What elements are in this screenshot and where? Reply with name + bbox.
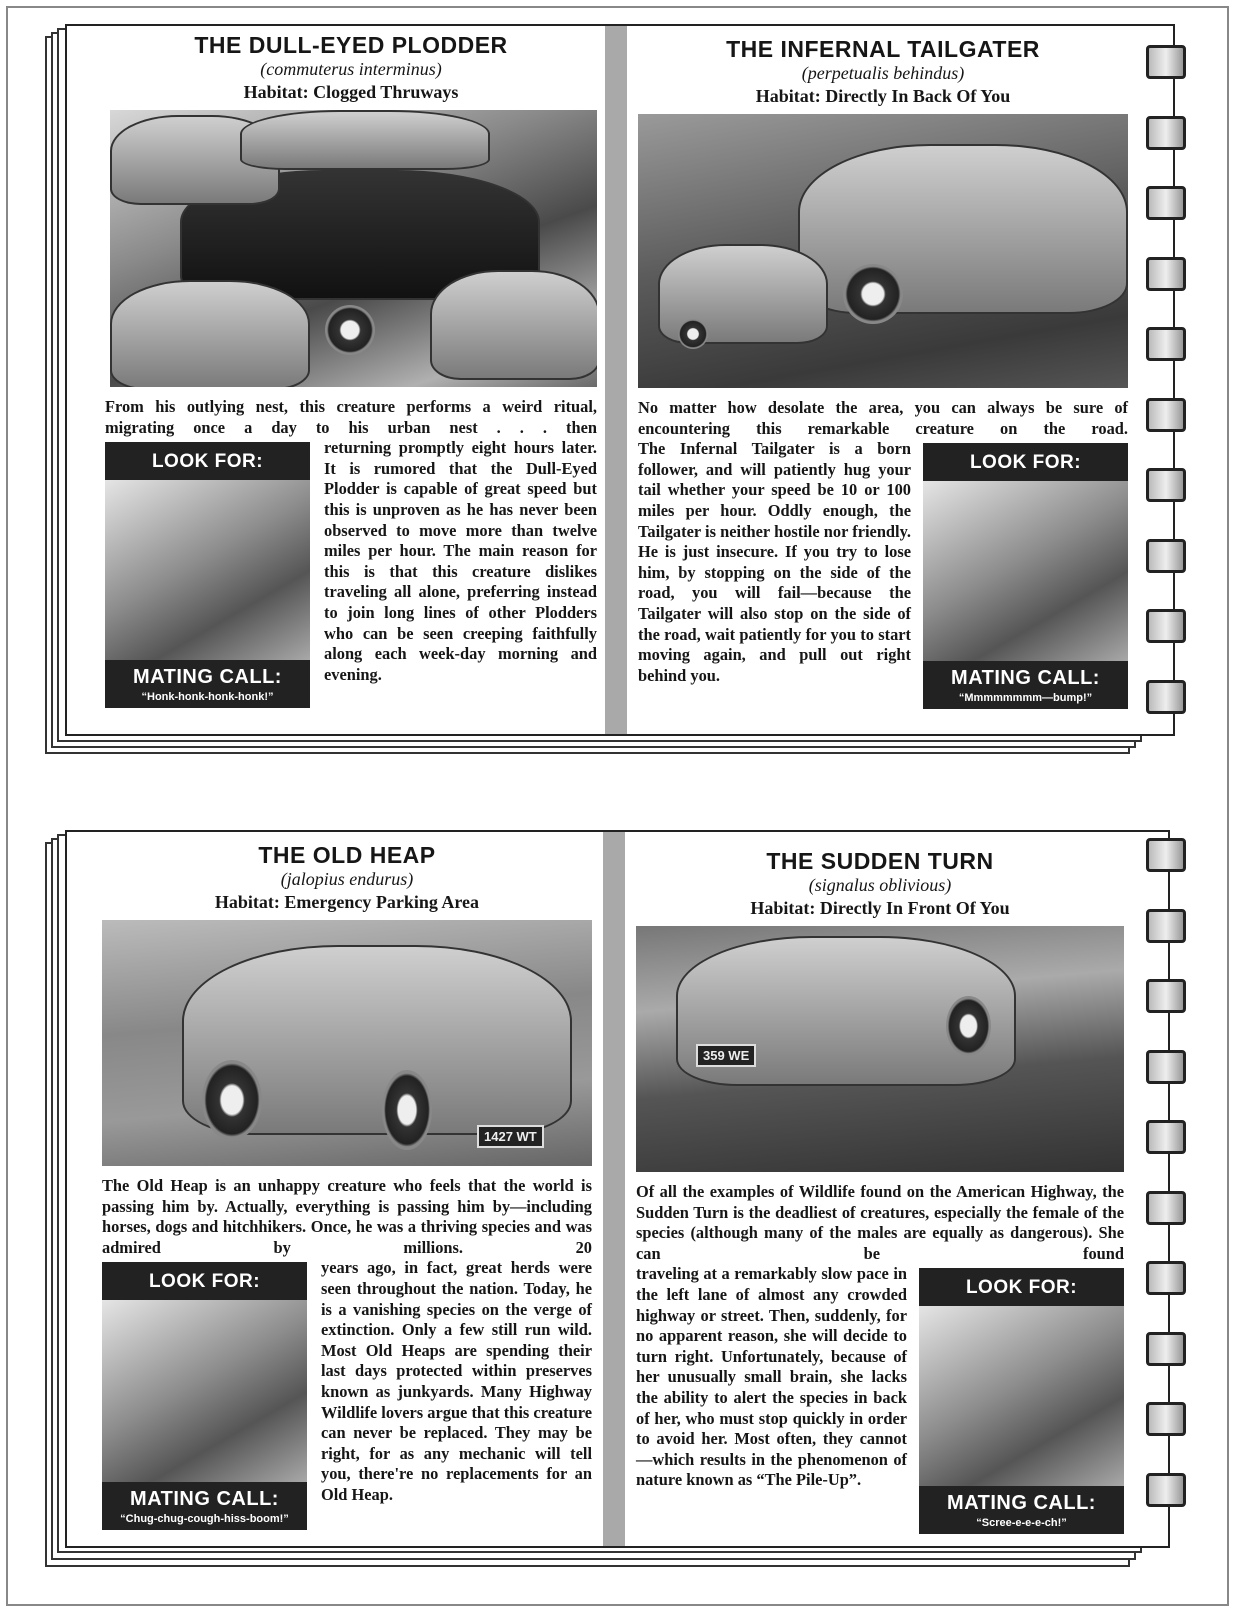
article-old-heap (102, 842, 592, 1530)
spiral-binding-ring-icon (1146, 1332, 1186, 1366)
turning-car-illustration (636, 926, 1124, 1172)
article-title: THE DULL-EYED PLODDER (194, 32, 508, 58)
article-title: THE INFERNAL TAILGATER (726, 36, 1040, 62)
article-body: The Infernal Tailgater is a born follower, and will patiently hug your tail whether your speed be 10 or 100 miles per hour. Oddly enough, the Tailgater is neither hostile nor friendly. He is just insecure. If you try to lose him, by stopping on the side of the road, you will fail—because the Tailgater will also stop on the side of the road, wait patiently for you to start moving again, and pull out right behind you. (638, 439, 911, 685)
look-for-label: LOOK FOR: (965, 1277, 1078, 1299)
spiral-binding-ring-icon (1146, 1402, 1186, 1436)
mating-call: “Mmmmmmmm—bump!” (958, 692, 1093, 705)
license-plate: 359 WE (696, 1044, 756, 1067)
mating-call: “Honk-honk-honk-honk!” (141, 691, 274, 704)
mating-call-label: MATING CALL: (947, 1492, 1096, 1515)
spiral-binding-ring-icon (1146, 979, 1186, 1013)
latin-name: (commuterus interminus) (260, 59, 442, 79)
steaming-radiator-image (105, 480, 310, 660)
habitat: Habitat: Directly In Back Of You (755, 86, 1011, 106)
angry-grille-image (923, 481, 1128, 661)
mating-call-label: MATING CALL: (133, 666, 282, 689)
license-plate: 1427 WT (477, 1125, 544, 1148)
look-for-label: LOOK FOR: (151, 451, 264, 473)
mating-call: “Chug-chug-cough-hiss-boom!” (120, 1513, 289, 1526)
spiral-binding-ring-icon (1146, 116, 1186, 150)
habitat: Habitat: Emergency Parking Area (214, 892, 480, 912)
old-car-illustration (102, 920, 592, 1166)
look-for-box (919, 1268, 1124, 1534)
spiral-binding-ring-icon (1146, 609, 1186, 643)
mating-call-label: MATING CALL: (130, 1488, 279, 1511)
spiral-binding-ring-icon (1146, 45, 1186, 79)
spiral-binding-ring-icon (1146, 468, 1186, 502)
look-for-box (923, 443, 1128, 709)
look-for-box (105, 442, 310, 708)
bullet-holes-image (102, 1300, 307, 1482)
latin-name: (perpetualis behindus) (801, 63, 965, 83)
tailgating-cars-illustration (638, 114, 1128, 388)
habitat: Habitat: Directly In Front Of You (750, 898, 1010, 918)
article-intro: The Old Heap is an unhappy creature who feels that the world is passing him by. Actually, everything is passing him by—including horses, dogs and hitchhikers. Once, he was a thriving species and was admired by millions. 20 (102, 1176, 592, 1257)
article-intro: No matter how desolate the area, you can always be sure of encountering this remarkable creature on the road. (638, 398, 1128, 438)
article-body: years ago, in fact, great herds were seen throughout the nation. Today, he is a vanishing species on the verge of extinction. Only a few still run wild. Most Old Heaps are spending their last days protected within preserves known as junkyards. Many Highway Wildlife lovers argue that this creature can never be replaced. They may be right, for as any mechanic will tell you, there're no replacements for an Old Heap. (321, 1258, 592, 1504)
spiral-binding-ring-icon (1146, 909, 1186, 943)
column-divider (605, 26, 627, 734)
spiral-binding-ring-icon (1146, 186, 1186, 220)
spiral-binding-ring-icon (1146, 327, 1186, 361)
look-for-box (102, 1262, 307, 1530)
spiral-binding-ring-icon (1146, 1050, 1186, 1084)
spiral-binding-ring-icon (1146, 838, 1186, 872)
article-dull-eyed-plodder (105, 32, 597, 708)
tail-light-image (919, 1306, 1124, 1486)
spiral-binding-ring-icon (1146, 1191, 1186, 1225)
mating-call-label: MATING CALL: (951, 667, 1100, 690)
spiral-binding-ring-icon (1146, 539, 1186, 573)
habitat: Habitat: Clogged Thruways (243, 82, 459, 102)
latin-name: (signalus oblivious) (808, 875, 952, 895)
look-for-label: LOOK FOR: (969, 452, 1082, 474)
article-body: returning promptly eight hours later. It is rumored that the Dull-Eyed Plodder is capable of great speed but this is unproven as he has never been observed to move more than twelve miles per hour. The main reason for this is that this creature dislikes traveling all alone, preferring instead to join long lines of other Plodders who can be seen creeping faithfully along each week-day morning and evening. (324, 438, 597, 684)
latin-name: (jalopius endurus) (280, 869, 414, 889)
article-title: THE SUDDEN TURN (766, 848, 994, 874)
article-body: traveling at a remarkably slow pace in the left lane of almost any crowded highway or street. Then, suddenly, for no apparent reason, she will decide to turn right. Unfortunately, because of her unusually small brain, she lacks the ability to alert the species in back of her, who must stop quickly in order to avoid her. Most often, they cannot—which results in the phenomenon of nature known as “The Pile-Up”. (636, 1264, 907, 1490)
spiral-binding-ring-icon (1146, 1261, 1186, 1295)
traffic-jam-illustration (110, 110, 597, 387)
column-divider (603, 832, 625, 1546)
article-sudden-turn (636, 848, 1124, 1534)
mating-call: “Scree-e-e-e-ch!” (976, 1517, 1067, 1530)
article-intro: From his outlying nest, this creature performs a weird ritual, migrating once a day to his urban nest . . . then (105, 397, 597, 437)
spiral-binding-ring-icon (1146, 1120, 1186, 1154)
look-for-label: LOOK FOR: (148, 1271, 261, 1293)
spiral-binding-ring-icon (1146, 257, 1186, 291)
article-infernal-tailgater (638, 36, 1128, 709)
article-title: THE OLD HEAP (258, 842, 436, 868)
spiral-binding-ring-icon (1146, 680, 1186, 714)
article-intro: Of all the examples of Wildlife found on the American Highway, the Sudden Turn is the deadliest of creatures, especially the female of the species (although many of the males are equally as dangerous). She can be found (636, 1182, 1124, 1263)
spiral-binding-ring-icon (1146, 1473, 1186, 1507)
spiral-binding-ring-icon (1146, 398, 1186, 432)
